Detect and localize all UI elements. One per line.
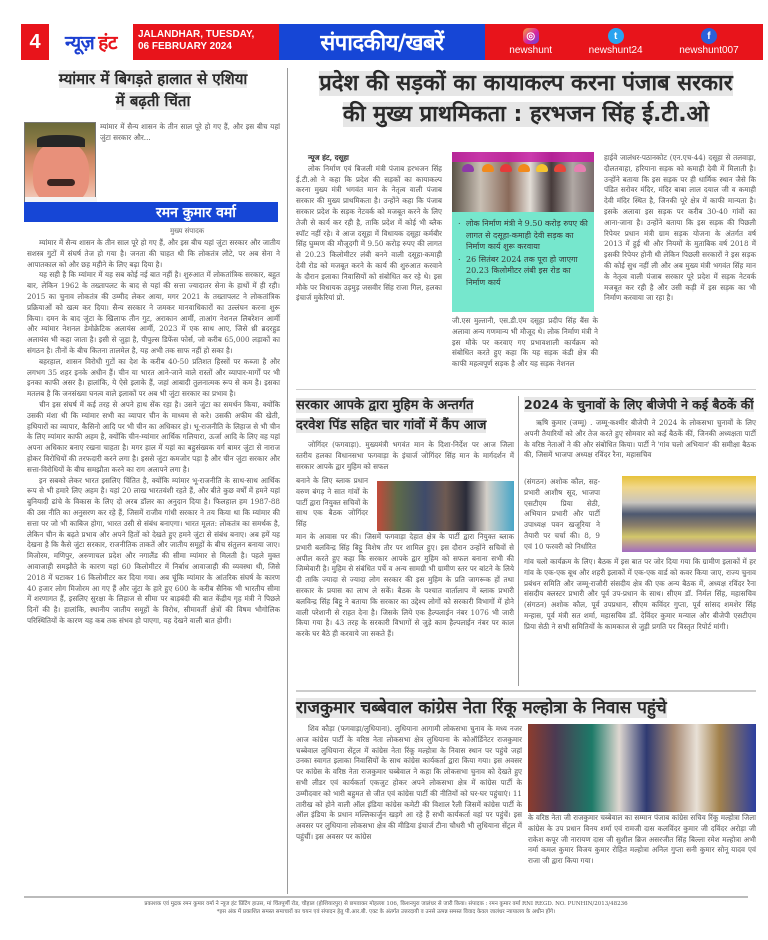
instagram-link[interactable] <box>509 28 552 56</box>
twitter-link[interactable] <box>589 28 643 56</box>
editorial-headline-line2: में बढ़ती चिंता <box>115 92 191 110</box>
paragraph: शिव कौड़ा (फगवाड़ा/लुधियाना). लुधियाना आगामी लोकसभा चुनाव के मध्य नजर आज कांग्रेस पार्टी के वरिष्ठ नेता लोकसभा क्षेत्र लुधियाना के कोऑर्डिनेटर राजकुमार चब्बेवाल लुधियाना सेंट्रल में कांग्रेस नेता रिंकू मल्होत्रा के निवास स्थान पर पहुंचे जहां उनका स्वागत इलाका निवासियों के साथ कांग्रेस कार्यकर्ता द्वारा किया गया। इस अवसर पर कांग्रेस के वरिष्ठ नेता राजकुमार चब्बेवाल ने कहा कि लोकसभा चुनाव को देखते हुए सभी लीडर एवं कार्यकर्ता एकजुट होकर अपने लोकसभा क्षेत्र में कांग्रेस पार्टी के उम्मीदवार को भारी बहुमत से जीत एवं कांग्रेस पार्टी की नीतियों को घर-घर पहुंचाएं। 11 तारीख को होने वाली ऑल इंडिया कांग्रेस कमेटी की विशाल रैली जिसमें कांग्रेस पार्टी के ऑल इंडिया के प्रधान मल्लिकार्जुन खड़गे आ रहे हैं सभी कार्यकर्ता वहां पर पहुंचें। इस अवसर पर लुधियाना लोकसभा क्षेत्र की मीडिया इंचार्ज टीना चौधरी भी लुधियाना सेंट्रल में पहुंचीं। इस अवसर पर कांग्रेस <box>296 724 522 841</box>
camp-headline[interactable] <box>296 396 514 436</box>
social-links <box>485 24 763 60</box>
paragraph: म्यांमार में सैन्य शासन के तीन साल पूरे हो गए हैं, और इस बीच यहां जुंटा सरकार और जातीय सशस्त्र गुटों में संघर्ष तेज हो गया है। जनता की चाहत थी कि लोकतंत्र लौटे, पर अब सेना ने आपातकाल को और छह महीने के लिए बढ़ा दिया है। <box>27 238 280 269</box>
paragraph: (संगठन) अशोक कौल, सह-प्रभारी आशीष सूद, भाजपा एसटीएम प्रिया सेठी, अभियान प्रभारी और पार्टी उपाध्यक्ष पवन खजूरिया ने तैयारी पर चर्चा की। 8, 9 एवं 10 फरवरी को निर्धारित <box>524 477 600 551</box>
bjp-body <box>524 418 756 461</box>
imprint-footer <box>24 900 748 916</box>
facebook-icon: f <box>701 28 717 44</box>
footer-divider <box>24 896 748 898</box>
caption: के वरिष्ठ नेता जी राजकुमार चब्बेवाल का सम्मान पंजाब कांग्रेस सचिव रिंकू मल्होत्रा जिला कांग्रेस के उप प्रधान विनय शर्मा एवं रामजी दास कलविंदर कुमार जी दविंदर अरोड़ा जी राकेश कपूर जी नारायण दास जी सुशील ब्रिज असरजीत सिंह बिल्ला रमेश मल्होत्रा अभी नर्मा कमल कुमार विजय कुमार रोहित मल्होत्रा अनिल गुप्ता सनी कुमार सोनू यादव एवं राजा जी द्वारा किया गया। <box>528 813 756 866</box>
lead-photo <box>452 152 594 212</box>
camp-headline-line1: सरकार आपके द्वारा मुहिम के अन्तर्गत <box>296 398 474 413</box>
editorial-body <box>27 238 280 627</box>
dateline <box>133 24 279 60</box>
highlight-item: . लोक निर्माण मंत्री ने 9.50 करोड़ रुपए की लागत से दसूहा-कमाही देवी सड़क का निर्माण कार्य शुरू करवाया <box>458 218 588 253</box>
highlight-item: . 26 सितंबर 2024 तक पूरा हो जाएगा 20.23 किलोमीटर लंबी इस रोड का निर्माण कार्य <box>458 254 588 289</box>
lead-headline-line2: की मुख्य प्राथमिकता : हरभजन सिंह ई.टी.ओ <box>342 102 710 127</box>
congress-photo <box>528 724 756 812</box>
section-divider <box>296 389 756 390</box>
facebook-link[interactable] <box>679 28 739 56</box>
disclaimer-line: *इस अंक में प्रकाशित समस्त समाचारों का चयन एवं संपादन हेतु पी.आर.बी. एक्ट के अंतर्गत उत्तरदायी व उनसे उत्पन्न समस्त विवाद केवल जालंधर न्यायालय के अधीन होंगे। <box>216 909 556 915</box>
lead-highlights-box <box>452 212 594 312</box>
lead-column-2 <box>452 316 598 370</box>
bjp-headline-text: 2024 के चुनावों के लिए बीजेपी ने कई बैठकें कीं <box>524 397 754 412</box>
paragraph: यह सही है कि म्यांमार में यह सब कोई नई बात नहीं है। शुरुआत में लोकतांत्रिक सरकार, बहुत बार, लेकिन 1962 के तख्तापलट के बाद से यहां की सत्ता ज्यादातर सेना के हाथों में ही रही। 2015 का चुनाव लोकतंत्र की उम्मीद लेकर आया, मगर 2021 के तख्तापलट ने लोकतांत्रिक प्रक्रियाओं को खत्म कर दिया। सैन्य सरकार ने जमकर मानवाधिकारों का उल्लंघन करना शुरू किया। दमन के बाद जुंटा के खिलाफ तीन गुट, अराकान आर्मी, ताआंग नेशनल लिबरेशन आर्मी और म्यांमार नेशनल डेमोक्रेटिक अलायंस आर्मी, 2023 में एक साथ आए, जिसे थ्री ब्रदरहुड अलायंस भी कहा जाता है। इसी से जुड़ा है, पीपुल्स डिफेंस फोर्स, जो करीब 65,000 लड़ाकों का संगठन है। तीनों के बीच कितना तालमेल है, यह अभी तक साफ नहीं हो सका है। <box>27 270 280 355</box>
editorial-headline[interactable] <box>22 68 284 112</box>
logo-text-accent: हंट <box>98 32 117 54</box>
paragraph: बनाने के लिए ब्लाक प्रधान वरुण बंगड़ ने सात गांवों के पार्टी द्वारा नियुक्त सचिवों के साथ एक बैठक जोगिंदर सिंह <box>296 476 368 529</box>
section-divider <box>296 690 756 692</box>
paragraph: हाईवे जालंधर-पठानकोट (एन.एच-44) दसूहा से तलवाड़ा, दौलतवाहा, हरियाना सड़क को कमाही देवी में मिलाती है। उन्होंने बताया कि इस सड़क पर ही धार्मिक स्थान जैसे कि पंडित सरोवर मंदिर, मंदिर बाबा लाल दयाल जी व कमाही देवी मंदिर स्थित है, जिनकी पूरे क्षेत्र में काफी मान्यता है। इसके अलावा इस सड़क पर करीब 30-40 गांवों का आना-जाना है। उन्होंने बताया कि इस सड़क की पिछली रिपेयर प्रधान मंत्री ग्राम सड़क योजना के अंतर्गत वर्ष 2013 में हुई थी और नियमों के मुताबिक वर्ष 2018 में इसकी रिपेयर होनी थी लेकिन पिछली सरकारों ने इस सड़क की कोई सुध नहीं ली और अब मुख्य मंत्री भगवंत सिंह मान के नेतृत्व वाली पंजाब सरकार पूरे प्रदेश में सड़क नेटवर्क मजबूत कर रही है और उसी कड़ी में इस सड़क का भी निर्माण करवाया जा रहा है। <box>604 153 756 303</box>
camp-body <box>296 532 514 640</box>
instagram-handle: newshunt <box>509 45 553 56</box>
bjp-headline[interactable] <box>524 396 760 414</box>
lead-column-1 <box>296 153 442 304</box>
logo-text-main: न्यूज़ <box>65 32 95 54</box>
lead-headline-line1: प्रदेश की सड़कों का कायाकल्प करना पंजाब सरकार <box>319 71 733 96</box>
bjp-photo <box>622 476 756 552</box>
camp-body <box>296 476 368 530</box>
congress-body <box>296 724 522 843</box>
editorial-intro: म्यांमार में सैन्य शासन के तीन साल पूरे हो गए हैं, और इस बीच यहां जुंटा सरकार और... <box>100 122 280 142</box>
lead-dateline: न्यूज हंट, दसूहा <box>308 153 349 162</box>
paragraph: जोगिंदर (फगवाड़ा). मुख्यमंत्री भगवंत मान के दिशा-निर्देश पर आज जिला स्तरीय हलका विधानसभा फगवाड़ा के इंचार्ज जोगिंदर सिंह मान के मार्गदर्शन में सरकार आपके द्वार मुहिम को सफल <box>296 440 514 471</box>
newspaper-logo[interactable] <box>49 24 133 60</box>
camp-headline-line2: दरवेश पिंड सहित चार गांवों में कैंप आज <box>296 418 487 433</box>
congress-headline-text: राजकुमार चब्बेवाल कांग्रेस नेता रिंकू मल्होत्रा के निवास पहुंचे <box>296 698 667 718</box>
section-title: संपादकीय/खबरें <box>279 24 485 60</box>
paragraph: बहरहाल, शासन विरोधी गुटों का देश के करीब 40-50 प्रतिशत हिस्सों पर कब्जा है और लगभग 35 शहर इनके अधीन हैं। चीन या भारत आने-जाने वाले रास्तों और व्यापार-मार्गों पर भी इनका काफी असर है। हालांकि, ये ऐसे इलाके हैं, जहां आबादी तुलनात्मक रूप से कम है। इसका मतलब है कि जनसंख्या घनत्व वाले इलाकों पर अब भी जुंटा सरकार का प्रभाव है। <box>27 356 280 399</box>
masthead <box>21 24 763 60</box>
twitter-icon: t <box>608 28 624 44</box>
author-title: मुख्य संपादक <box>170 227 205 235</box>
congress-headline[interactable] <box>296 696 760 720</box>
bjp-body <box>524 557 756 633</box>
paragraph: लोक निर्माण एवं बिजली मंत्री पंजाब हरभजन सिंह ई.टी.ओ ने कहा कि प्रदेश की सड़कों का कायाकल्प करना मुख्य मंत्री भगवंत मान के नेतृत्व वाली पंजाब सरकार की मुख्य प्राथमिकता है। उन्होंने कहा कि पंजाब सरकार प्रदेश के सड़क नेटवर्क को मजबूत करने के लिए तेजी से कार्य कर रही है, ताकि प्रदेश में कोई भी ब्लैक स्पॉट नहीं रहे। वे आज दसूहा में विधायक दसूहा कर्मबीर सिंह घुम्मण की मौजूदगी में 9.50 करोड़ रुपए की लागत से 20.23 किलोमीटर लंबी बनने वाली दसूहा-कमाही देवी रोड को मजबूत करने के कार्य की शुरुआत करवाने के दौरान इलाका निवासियों को संबोधित कर रहे थे। इस मौके पर विधायक उड़मुड़ जसवीर सिंह राजा गिल, हलका इंचार्ज मुकेरियां प्रो. <box>296 163 442 303</box>
dateline-city-day: JALANDHAR, TUESDAY, <box>138 29 255 40</box>
dateline-date: 06 FEBRUARY 2024 <box>138 41 232 52</box>
facebook-handle: newshunt007 <box>679 45 739 56</box>
column-divider <box>518 396 519 686</box>
editorial-headline-line1: म्यांमार में बिगड़ते हालात से एशिया <box>58 70 248 88</box>
paragraph: गांव चलो कार्यक्रम के लिए। बैठक में इस बात पर जोर दिया गया कि ग्रामीण इलाकों में हर गांव के एक-एक बूथ और शहरी इलाकों में एक-एक वार्ड को कवर किया जाए, राज्य चुनाव प्रबंधन समिति और जम्मू-राजौरी संसदीय क्षेत्र की एक अन्य बैठक में, अध्यक्ष रविंदर रैना संसदीय क्लस्टर प्रभारी और पूर्व उप-प्रधान के साथ। सीएम डॉ. निर्मल सिंह, महासचिव (संगठन) अशोक कौल, पूर्व उपप्रधान, सीएम कविंदर गुप्ता, पूर्व सांसद शमशेर सिंह मन्हास, पूर्व मंत्री सत शर्मा, महासचिव डॉ. देविंदर कुमार मन्याल और बीजेपी एसटीएम प्रिया सेठी ने सभी समितियों के कामकाज से जुड़ी प्रगति पर विस्तृत रिपोर्ट मांगी। <box>524 557 756 631</box>
paragraph: जी.एस मुल्तानी, एस.डी.एम दसूहा प्रदीप सिंह बैंस के अलावा अन्य गणमान्य भी मौजूद थे। लोक निर्माण मंत्री ने इस मौके पर करवाए गए प्रभावशाली कार्यक्रम को संबोधित करते हुए कहा कि यह सड़क कंडी क्षेत्र की काफी महत्वपूर्ण सड़क है और यह सड़क नेशनल <box>452 316 598 369</box>
paragraph: इन सबको लेकर भारत इसलिए चिंतित है, क्योंकि म्यांमार भू-राजनीति के साथ-साथ आर्थिक रूप से भी हमारे लिए अहम है। यहां 20 लाख भारतवंशी रहते हैं, और बीते कुछ वर्षों में हमने यहां बुनियादी ढांचे के विकास के लिए दो अरब डॉलर का अनुदान दिया है। फिलहाल हम 1987-88 की उस नीति का अनुसरण कर रहे हैं, जिसमें राजीव गांधी सरकार ने तय किया था कि म्यांमार की सत्ता पर जो भी काबिज होगा, भारत उसी से संबंध बनाएगा। भारत मूलत: लोकतंत्र का समर्थक है, लेकिन चीन के बढ़ते प्रभाव और अपने हितों को देखते हुए हमने जुंटा से संबंध बनाए। अब हमें यह देखना है कि कैसे जुंटा सरकार, राजनीतिक ताकतें और जातीय समूहों के बीच संतुलन बनाया जाए। मिजोरम, मणिपुर, अरुणाचल प्रदेश और नगालैंड की सीमा म्यांमार से मिलती है। पहले मुक्त आवाजाही समझौते के कारण यहां 60 किलोमीटर में निर्बाध आवाजाही की व्यवस्था थी, जिसे 2018 में घटाकर 16 किलोमीटर कर दिया गया। अब चूंकि म्यांमार के आंतरिक संघर्ष के कारण 40 हजार लोग मिजोरम आ गए हैं और जुंटा के हारे हुए 600 के करीब सैनिक भी भारतीय सीमा में शरणागत हैं, इसलिए सुरक्षा के लिहाज से सीमा पर बाड़बंदी की बात केंद्रीय गृह मंत्री ने पिछले दिनों की है। हालांकि, स्थानीय जातीय समूहों के विरोध, सीमावर्ती क्षेत्रों की विषम भौगोलिक परिस्थितियों के कारण यह कब तक संभव हो पाएगा, यह देखने वाली बात होगी। <box>27 475 280 625</box>
lead-column-3 <box>604 153 756 304</box>
paragraph: चीन इस संघर्ष में कई तरह से अपने हाथ सेंक रहा है। उसने जुंटा का समर्थन किया, क्योंकि उसकी मंशा थी कि म्यांमार सभी का व्यापार चीन के माध्यम से करे। उसकी अफीम की खेती, हथियारों का व्यापार, कैसिनो आदि पर भी चीन का अधिकार हो। भू-राजनीति के लिहाज से भी चीन के लिए म्यांमार काफी अहम है, क्योंकि चीन-म्यांमार आर्थिक गलियारा, ऊर्जा आदि के लिए वह यहां अपना अधिकार बनाए रखना चाहता है। मगर हाल में यहां का बहुसंख्यक वर्ग बामर जुंटा से नाराज होकर विरोधियों की तरफदारी करने लगा है। इससे जुंटा कमजोर पड़ा है और चीन जुंटा सरकार और सत्ता-विरोधियों के बीच समझौता करने का राग अलापने लगा है। <box>27 399 280 474</box>
paragraph: ऋषि कुमार (जम्मू) . जम्मू-कश्मीर बीजेपी ने 2024 के लोकसभा चुनावों के लिए अपनी तैयारियों को और तेज करते हुए सोमवार को कई बैठकें कीं, जिनकी अध्यक्षता पार्टी के वरिष्ठ नेताओं ने की और संबोधित किया। पार्टी ने 'गांव चलो अभियान' की समीक्षा बैठक की, जिसमें भाजपा अध्यक्ष रविंदर रैना, महासचिव <box>524 418 756 460</box>
instagram-icon: ◎ <box>523 28 539 44</box>
bjp-body <box>524 477 600 553</box>
imprint-line: प्रकाशक एवं मुद्रक रमन कुमार वर्मा ने न्यूज हंट प्रिंटिंग हाउस, मां चिंतपूर्णी रोड, चौहाल (होशियारपुर) से छपवाकर मोहल्ला 106, किशनपुरा जालंधर से जारी किया। संपादक : रमन कुमार वर्मा RNI REGD. NO. PUNHIN/2013/48236 <box>144 901 628 907</box>
column-divider <box>287 68 288 894</box>
camp-photo <box>377 481 514 531</box>
congress-photo-caption <box>528 813 756 867</box>
page-number: 4 <box>21 24 49 60</box>
twitter-handle: newshunt24 <box>588 45 643 56</box>
camp-body <box>296 440 514 472</box>
paragraph: मान के आवास पर की। जिसमें फगवाड़ा देहात क्षेत्र के पार्टी द्वारा नियुक्त ब्लाक प्रभारी बलविन्द्र सिंह बिट्टू विशेष तौर पर शामिल हुए। इस दौरान उन्होंने सचिवों से अपील करते हुए कहा कि सरकार आपके द्वार मुहिम को सफल बनाना सभी की जिम्मेवारी है। मुहिम से संबंधित पर्चे व अन्य सामग्री भी ग्रामीण स्तर पर बांटने के लिये दी ताकि ज्यादा से ज्यादा लोग सरकार की इस मुहिम के प्रति जागरूक हों तथा सरकार के प्रयास का लाभ ले सकें। बैठक के पश्चात वार्तालाप में ब्लाक प्रभारी बलविन्द्र सिंह बिट्टू ने बताया कि सरकार का उद्देश्य लोगों को सरकारी विभागों में होने वाली परेशानी से राहत देना है। जिसके लिये एक हैल्पलाईन नंबर 1076 भी जारी किया गया है। 43 तरह के सरकारी विभागों से जुड़े काम हैल्पलाईन नंबर पर काल करके घर बैठे ही करवाये जा सकते हैं। <box>296 532 514 639</box>
author-byline: रमन कुमार वर्मा <box>24 202 278 222</box>
lead-headline[interactable] <box>296 68 756 130</box>
